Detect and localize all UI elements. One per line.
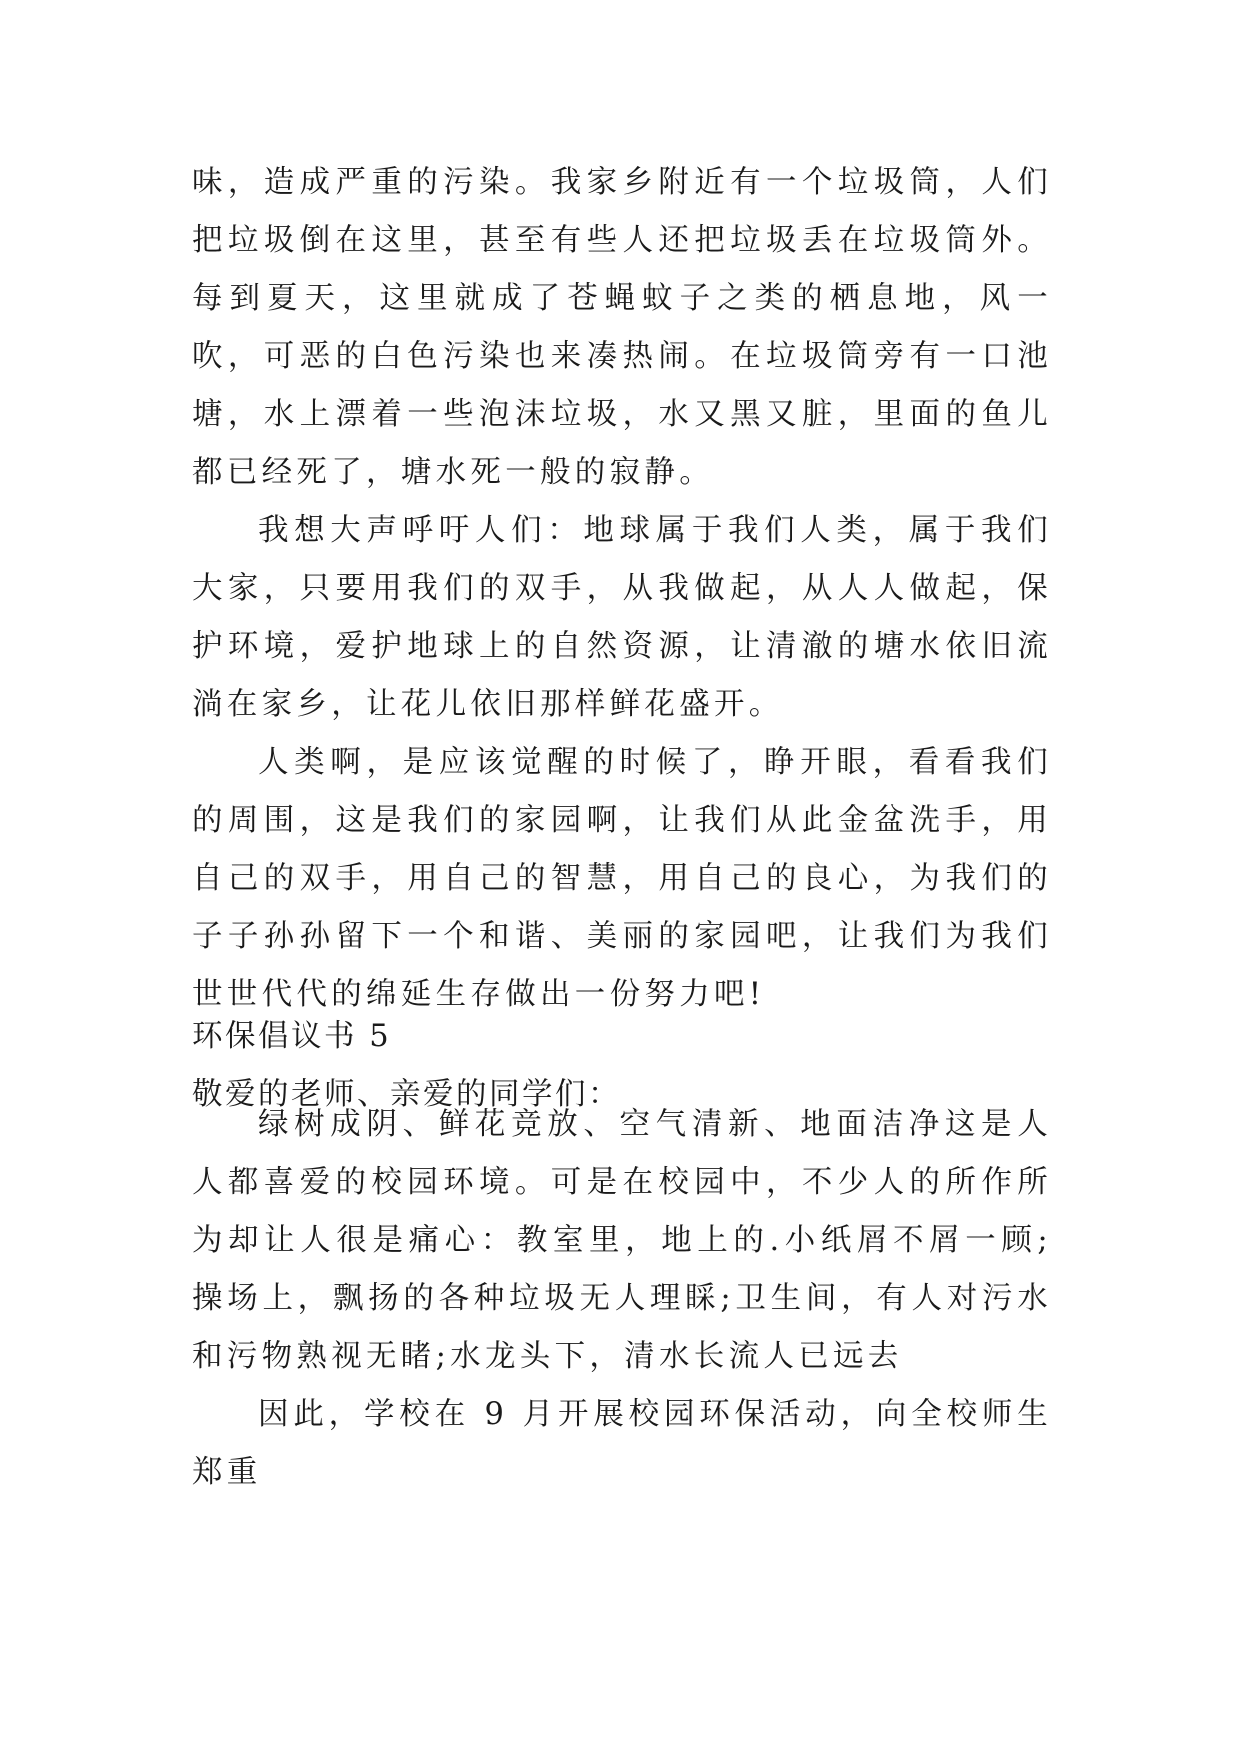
body-text-part-two [192, 1096, 1052, 1502]
paragraph-awakening: 人类啊，是应该觉醒的时候了，睁开眼，看看我们的周围，这是我们的家园啊，让我们从此金盆洗手，用自己的双手，用自己的智慧，用自己的良心，为我们的子子孙孙留下一个和谐、美丽的家园吧，让我们为我们世世代代的绵延生存做出一份努力吧! [192, 745, 1052, 1012]
paragraph-pollution-description: 味，造成严重的污染。我家乡附近有一个垃圾筒，人们把垃圾倒在这里，甚至有些人还把垃圾丢在垃圾筒外。每到夏天，这里就成了苍蝇蚊子之类的栖息地，风一吹，可恶的白色污染也来凑热闹。在垃圾筒旁有一口池塘，水上漂着一些泡沫垃圾，水又黑又脏，里面的鱼儿都已经死了，塘水死一般的寂静。 [192, 165, 1052, 490]
paragraph-campus-environment: 绿树成阴、鲜花竞放、空气清新、地面洁净这是人人都喜爱的校园环境。可是在校园中，不少人的所作所为却让人很是痛心：教室里，地上的.小纸屑不屑一顾;操场上，飘扬的各种垃圾无人理睬;卫生间，有人对污水和污物熟视无睹;水龙头下，清水长流人已远去 [192, 1107, 1052, 1374]
paragraph-appeal: 我想大声呼吁人们：地球属于我们人类，属于我们大家，只要用我们的双手，从我做起，从人人做起，保护环境，爱护地球上的自然资源，让清澈的塘水依旧流淌在家乡，让花儿依旧那样鲜花盛开。 [192, 513, 1052, 722]
salutation: 敬爱的老师、亲爱的同学们： [192, 1077, 621, 1112]
body-text-part-one [192, 154, 1052, 1024]
section-title: 环保倡议书 5 [192, 1019, 392, 1054]
paragraph-activity-announcement: 因此，学校在 9 月开展校园环保活动，向全校师生郑重 [192, 1397, 1052, 1490]
